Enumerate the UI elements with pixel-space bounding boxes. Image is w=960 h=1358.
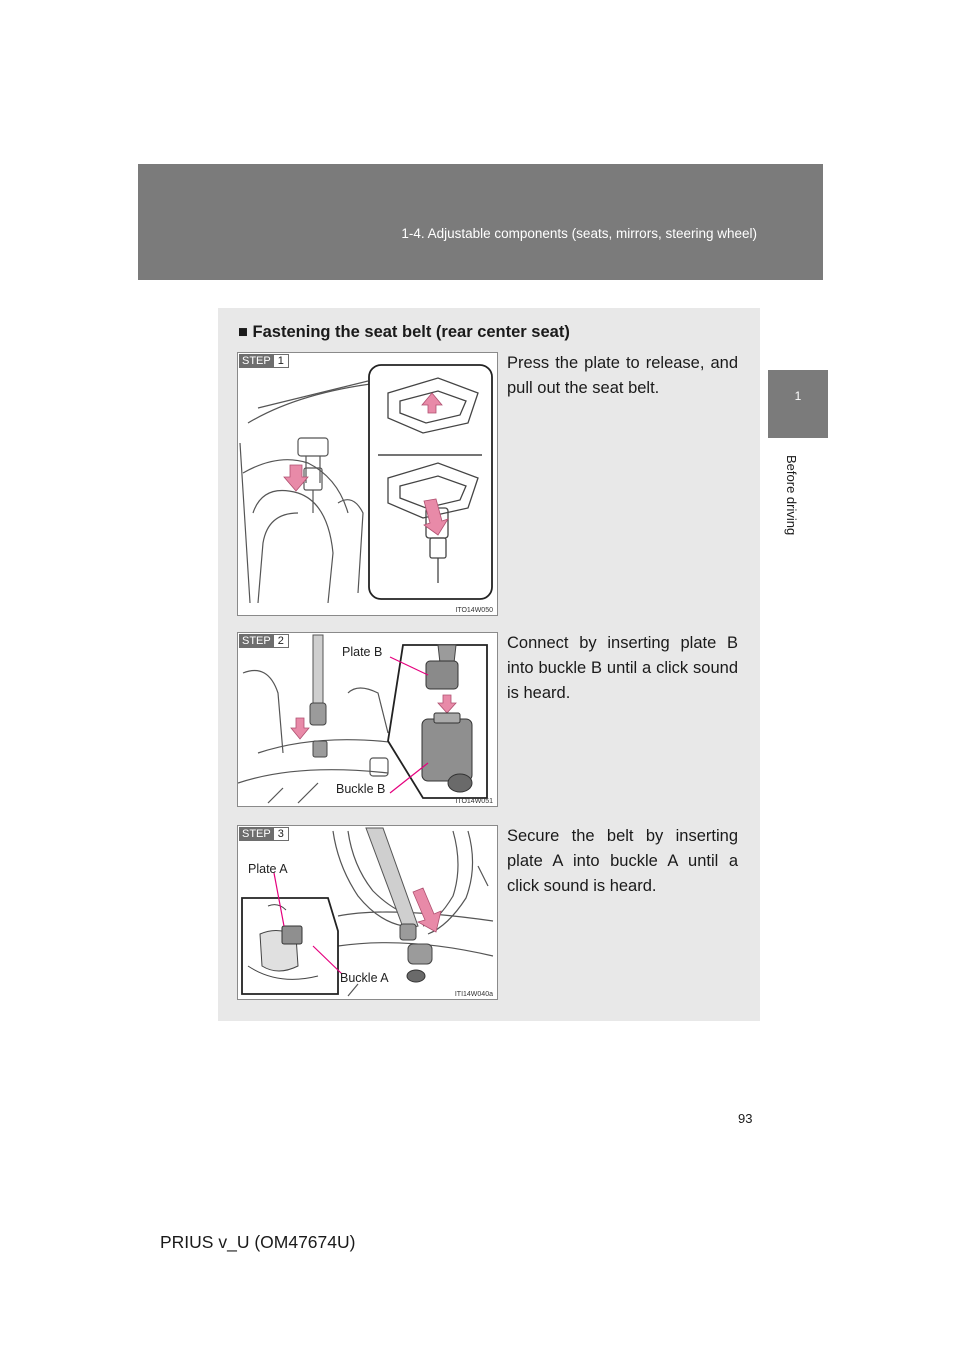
buckle-b-callout: Buckle B — [336, 782, 386, 796]
step-1-figure — [237, 352, 498, 616]
content-panel — [218, 308, 760, 1021]
section-header-title: 1-4. Adjustable components (seats, mirrors, steering wheel) — [401, 226, 757, 241]
step-3-figure — [237, 825, 498, 1000]
figure-code: ITO14W050 — [455, 607, 493, 614]
figure-code: ITO14W051 — [455, 798, 493, 805]
seat-belt-release-illustration — [238, 353, 497, 615]
header-band — [138, 164, 823, 280]
plate-b-callout: Plate B — [342, 645, 383, 659]
step-3-badge: STEP 3 — [239, 827, 289, 841]
step-1-text: Press the plate to release, and pull out the seat belt. — [507, 354, 738, 397]
step-3-text: Secure the belt by inserting plate A into buckle A until a click sound is heard. — [507, 827, 738, 895]
step-2-figure — [237, 632, 498, 807]
chapter-tab[interactable] — [768, 370, 828, 438]
buckle-a-callout: Buckle A — [340, 971, 389, 985]
step-2-badge: STEP 2 — [239, 634, 289, 648]
chapter-number: 1 — [794, 389, 802, 403]
plate-a-callout: Plate A — [248, 862, 288, 876]
section-title: ■ Fastening the seat belt (rear center seat) — [238, 323, 570, 341]
chapter-label: Before driving — [784, 455, 799, 536]
footer-model: PRIUS v_U (OM47674U) — [160, 1232, 356, 1252]
page-number: 93 — [738, 1111, 753, 1126]
figure-code: ITI14W040a — [454, 991, 493, 998]
step-1-badge: STEP 1 — [239, 354, 289, 368]
step-2-text: Connect by inserting plate B into buckle B until a click sound is heard. — [507, 634, 738, 702]
